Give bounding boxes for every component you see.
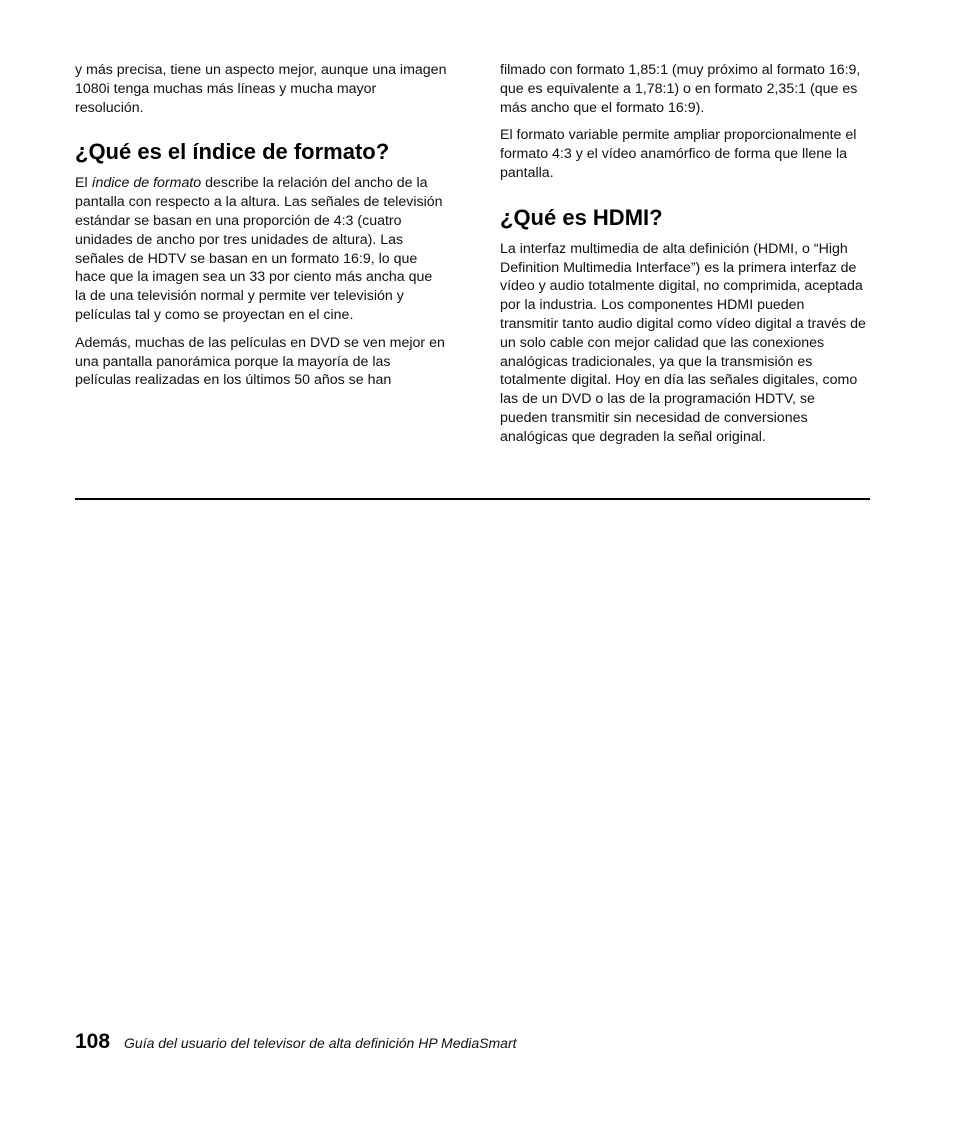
film-format-paragraph: filmado con formato 1,85:1 (muy próximo al formato 16:9, que es equivalente a 1,78:1) o en formato 2,35:1 (que es más ancho que el formato 16:9).: [500, 62, 861, 116]
page-footer: [75, 1030, 517, 1058]
right-column: [500, 61, 866, 456]
aspect-ratio-heading: ¿Qué es el índice de formato?: [75, 139, 390, 165]
page-number: 108: [75, 1030, 111, 1053]
hdmi-heading: ¿Qué es HDMI?: [500, 204, 663, 230]
dvd-widescreen-paragraph: Además, muchas de las películas en DVD se ven mejor en una pantalla panorámica porque la mayoría de las películas realizadas en los últimos 50 años se han: [75, 334, 445, 389]
intro-paragraph: y más precisa, tiene un aspecto mejor, aunque una imagen 1080i tenga muchas más líneas y mucha mayor resolución.: [75, 62, 447, 116]
footer-title: Guía del usuario del televisor de alta definición HP MediaSmart: [124, 1035, 517, 1051]
aspect-ratio-lead: El: [75, 175, 92, 192]
aspect-ratio-term: índice de formato: [91, 175, 202, 192]
aspect-ratio-paragraph: [75, 174, 447, 324]
aspect-ratio-body: describe la relación del ancho de la pantalla con respecto a la altura. Las señales de televisión estándar se basan en una proporción de 4:3 (cuatro unidades de ancho por tres unidades de altura). Las señales de HDTV se basan en un formato 16:9, lo que hace que la imagen sea un 33 por ciento más ancha que la de una televisión normal y permite ver televisión y películas tal y como se proyectan en el cine.: [75, 175, 443, 323]
left-column: [75, 61, 447, 399]
hdmi-paragraph: La interfaz multimedia de alta definición (HDMI, o “High Definition Multimedia Interface”) es la primera interfaz de vídeo y audio totalmente digital, no comprimida, aceptada por la industria. Los componentes HDMI pueden transmitir tanto audio digital como vídeo digital a través de un solo cable con mejor calidad que las conexiones analógicas tradicionales, ya que la transmisión es totalmente digital. Hoy en día las señales digitales, como las de un DVD o las de la programación HDTV, se pueden transmitir sin necesidad de conversiones analógicas que degraden la señal original.: [500, 240, 866, 445]
section-divider: [75, 498, 870, 500]
variable-format-paragraph: El formato variable permite ampliar proporcionalmente el formato 4:3 y el vídeo anamórfico de forma que llene la pantalla.: [500, 127, 857, 181]
